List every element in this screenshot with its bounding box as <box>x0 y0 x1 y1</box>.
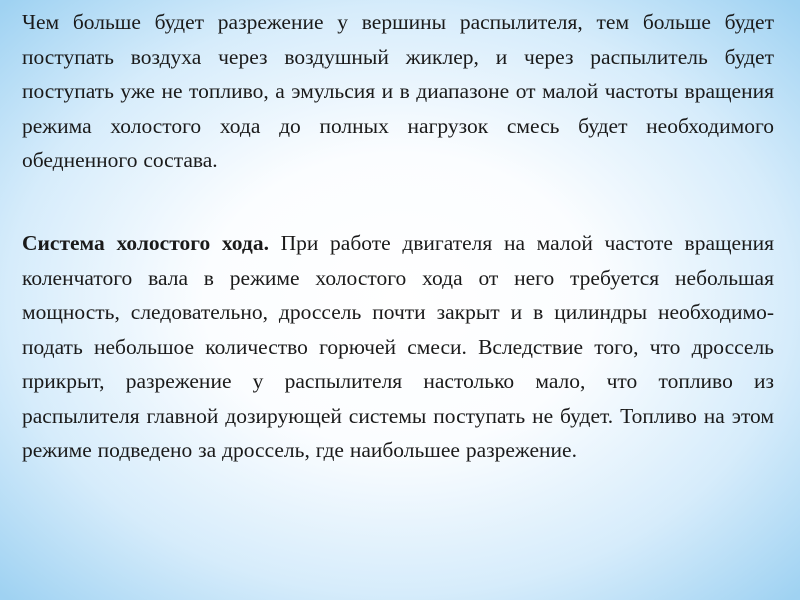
paragraph-idle-system <box>22 226 774 468</box>
paragraph-carburetor-emulsion: Чем больше будет разрежение у вершины распылителя, тем больше будет поступать воздуха через воздушный жиклер, и через распылитель будет поступать уже не топливо, а эмульсия и в диапазоне от малой частоты вращения режима холостого хода до полных нагрузок смесь будет необходимого обедненного состава. <box>22 10 774 172</box>
idle-system-heading: Система холостого хода. <box>22 231 269 255</box>
idle-system-body: При работе двигателя на малой частоте вращения коленчатого вала в режиме холостого хода от него требуется небольшая мощность, следовательно, дроссель почти закрыт и в цилиндры необходимо- подать небольшое количество горючей смеси. Вследствие того, что дроссель прикрыт, разрежение у распылителя настолько мало, что топливо из распылителя главной дозирующей системы поступать не будет. Топливо на этом режиме подведено за дроссель, где наибольшее разрежение. <box>22 231 774 462</box>
